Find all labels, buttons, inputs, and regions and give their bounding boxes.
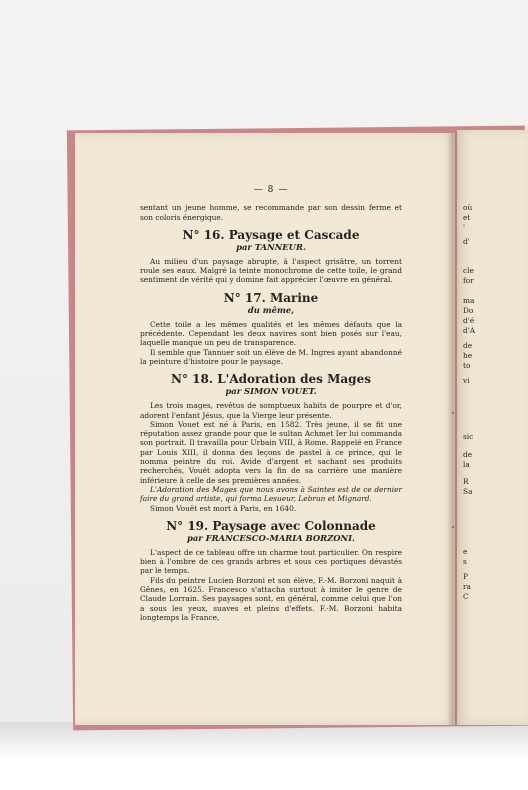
right-page-fragment: d'é bbox=[463, 316, 475, 325]
entry-title: N° 17. Marine bbox=[223, 290, 319, 305]
entry-byline: du même, bbox=[247, 304, 295, 315]
entry-paragraph: Simon Vouet est né à Paris, en 1582. Très jeune, il se fit une réputation assez grande pour que le sultan Achmet Ier lui commanda son portrait. Il travailla pour Urbain VIII, à Rome. Rappelé en France par Louis XIII, il donna des leçons de pastel à ce prince, qui le nomma peintre du roi. Avide d'argent et sachant ses produits recherchés, Vouët adopta vers la fin de sa carrière une manière inférieure à celle de ses premières années. bbox=[140, 419, 402, 485]
right-page-fragment: d' bbox=[463, 237, 470, 246]
right-page-fragment: de bbox=[463, 341, 473, 350]
right-page-fragment: s bbox=[463, 557, 467, 566]
entry-paragraph: Simon Vouët est mort à Paris, en 1640. bbox=[150, 503, 297, 513]
page-number: — 8 — bbox=[253, 185, 289, 195]
right-page-fragment: Sa bbox=[463, 487, 473, 496]
right-page-fragment: ' bbox=[463, 223, 466, 232]
entry-paragraph: Fils du peintre Lucien Borzoni et son élève, F.-M. Borzoni naquit à Gênes, en 1625. Francesco s'attacha surtout à imiter le genre de Claude Lorrain. Ses paysages sont, en général, comme celui que l'on a sous les yeux, suaves et pleins d'effets. F.-M. Borzoni habita longtemps la France, bbox=[140, 575, 402, 622]
right-page-fragment: sic bbox=[463, 432, 474, 441]
right-page-fragment: vi bbox=[463, 376, 470, 385]
entry-16 bbox=[140, 228, 402, 285]
right-page-fragment: C bbox=[463, 592, 469, 601]
entry-title: N° 19. Paysage avec Colonnade bbox=[166, 518, 376, 533]
right-page-fragment: où bbox=[463, 203, 473, 212]
entry-byline: par SIMON VOUET. bbox=[225, 386, 317, 397]
right-page-fragment: to bbox=[463, 361, 471, 370]
right-page-fragment: d'A bbox=[463, 326, 476, 335]
right-page-fragment: P bbox=[463, 572, 468, 581]
table-surface bbox=[0, 722, 528, 790]
entry-17 bbox=[140, 291, 402, 366]
right-page bbox=[457, 130, 528, 725]
entry-paragraph: L'aspect de ce tableau offre un charme tout particulier. On respire bien à l'ombre de ces grands arbres et sous ces portiques dévastés par le temps. bbox=[140, 547, 402, 576]
page-gutter bbox=[447, 133, 459, 725]
entry-title: N° 18. L'Adoration des Mages bbox=[171, 372, 371, 387]
entry-19 bbox=[140, 519, 402, 622]
page-text bbox=[140, 186, 402, 622]
entry-paragraph: Il semble que Tannuer soit un élève de M. Ingres ayant abandonné la peinture d'histoire pour le paysage. bbox=[140, 347, 402, 366]
right-page-fragment: R bbox=[463, 477, 469, 486]
right-page-fragment: de bbox=[463, 450, 473, 459]
right-page-fragment: he bbox=[463, 351, 473, 360]
entry-paragraph: Les trois mages, revêtus de somptueux habits de pourpre et d'or, adorent l'enfant Jésus, que la Vierge leur présente. bbox=[140, 401, 402, 420]
entry-18 bbox=[140, 372, 402, 513]
entry-title: N° 16. Paysage et Cascade bbox=[182, 227, 360, 242]
entry-paragraph: L'Adoration des Mages que nous avons à Saintes est de ce dernier faire du grand artiste, qui forma Lesueur, Lebrun et Mignard. bbox=[140, 484, 402, 504]
right-page-fragment: for bbox=[463, 276, 474, 285]
right-page-fragment: Do bbox=[463, 306, 474, 315]
right-page-fragment: la bbox=[463, 460, 470, 469]
intro-paragraph: sentant un jeune homme, se recommande par son dessin ferme et son coloris énergique. bbox=[140, 203, 402, 222]
binding-stitch bbox=[452, 526, 454, 528]
entry-paragraph: Au milieu d'un paysage abrupte, à l'aspect grisâtre, un torrent roule ses eaux. Malgré la teinte monochrome de cette toile, le grand sentiment de vérité qui y domine fait apprécier l'œuvre en général. bbox=[140, 256, 402, 285]
entry-byline: par TANNEUR. bbox=[236, 241, 306, 252]
right-page-fragment: cle bbox=[463, 266, 474, 275]
right-page-fragment: ma bbox=[463, 296, 475, 305]
right-page-fragment: et bbox=[463, 213, 471, 222]
entry-paragraph: Cette toile a les mêmes qualités et les mêmes défauts que la précédente. Cependant les deux navires sont bien posés sur l'eau, laquelle manque un peu de transparence. bbox=[140, 319, 402, 348]
right-page-fragment: e bbox=[463, 547, 468, 556]
binding-stitch bbox=[452, 412, 454, 414]
entry-byline: par FRANCESCO-MARIA BORZONI. bbox=[187, 532, 355, 543]
right-page-fragment: ra bbox=[463, 582, 471, 591]
